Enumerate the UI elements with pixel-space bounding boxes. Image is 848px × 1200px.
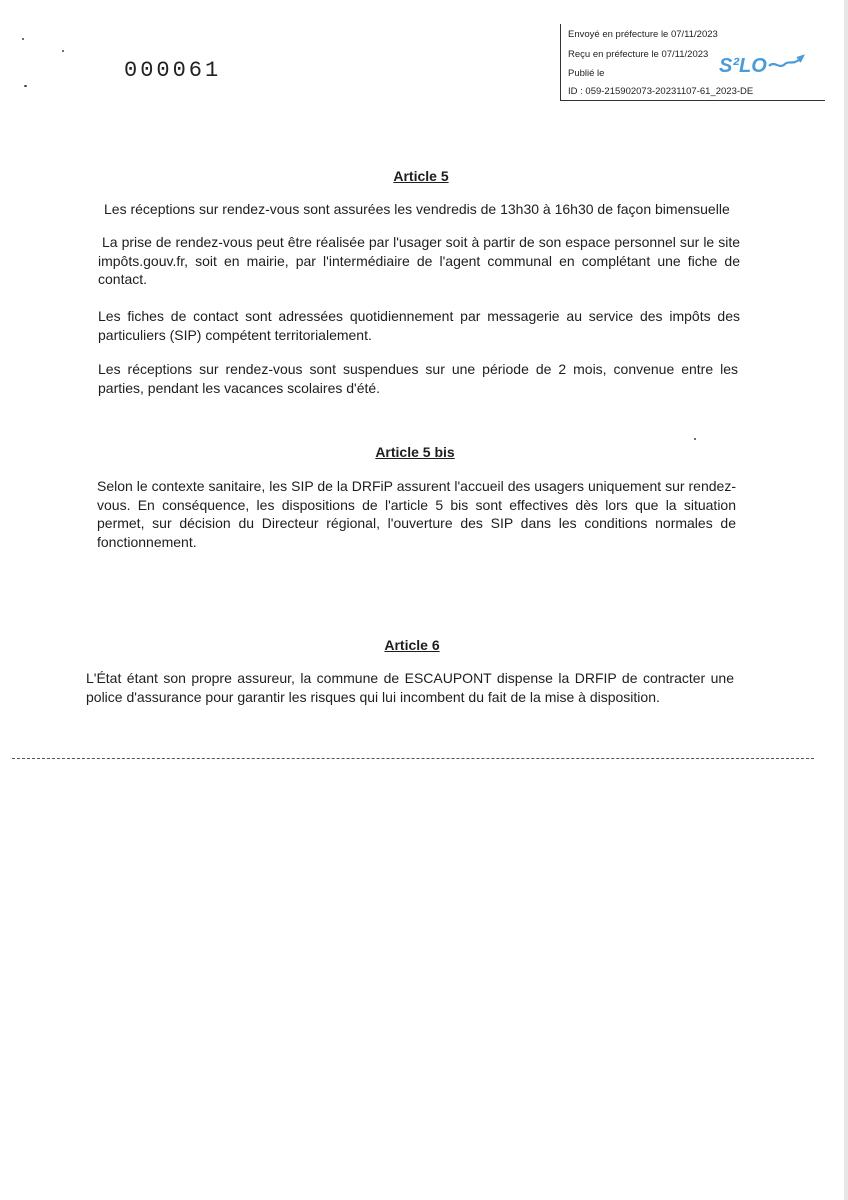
- article-5-title: Article 5: [393, 168, 449, 184]
- stamp-id: ID : 059-215902073-20231107-61_2023-DE: [568, 86, 754, 97]
- stamp-published: Publié le: [568, 68, 605, 79]
- scan-speck: [694, 438, 696, 440]
- scan-speck: [24, 85, 27, 87]
- article-5-paragraph-2: La prise de rendez-vous peut être réalisée par l'usager soit à partir de son espace personnel sur le site impôts.gouv.fr, soit en mairie, par l'intermédiaire de l'agent communal en complétant une fiche de contact.: [98, 234, 740, 287]
- article-5bis-title: Article 5 bis: [375, 444, 455, 460]
- svg-text:S²LO: S²LO: [719, 55, 767, 77]
- scan-speck: [62, 50, 64, 52]
- article-5-paragraph-4: Les réceptions sur rendez-vous sont suspendues sur une période de 2 mois, convenue entre les parties, pendant les vacances scolaires d'été.: [98, 361, 738, 396]
- page-separator: [12, 758, 814, 759]
- prefecture-stamp: [560, 24, 825, 101]
- article-6-paragraph-1: L'État étant son propre assureur, la commune de ESCAUPONT dispense la DRFIP de contracter une police d'assurance pour garantir les risques qui lui incombent du fait de la mise à disposition.: [86, 670, 734, 705]
- stamp-sent: Envoyé en préfecture le 07/11/2023: [568, 29, 718, 40]
- stamp-received: Reçu en préfecture le 07/11/2023: [568, 49, 709, 60]
- scan-speck: [22, 38, 24, 40]
- article-5-paragraph-1: Les réceptions sur rendez-vous sont assurées les vendredis de 13h30 à 16h30 de façon bimensuelle: [104, 201, 730, 217]
- article-5bis-paragraph-1: Selon le contexte sanitaire, les SIP de la DRFiP assurent l'accueil des usagers uniquement sur rendez-vous. En conséquence, les dispositions de l'article 5 bis sont effectives dès lors que la situation permet, sur décision du Directeur régional, l'ouverture des SIP dans les conditions normales de fonctionnement.: [97, 478, 736, 550]
- article-5-paragraph-3: Les fiches de contact sont adressées quotidiennement par messagerie au service des impôts des particuliers (SIP) compétent territorialement.: [98, 308, 740, 343]
- s2lo-logo: [717, 48, 807, 80]
- reference-number: 000061: [124, 58, 222, 83]
- article-6-title: Article 6: [384, 637, 440, 653]
